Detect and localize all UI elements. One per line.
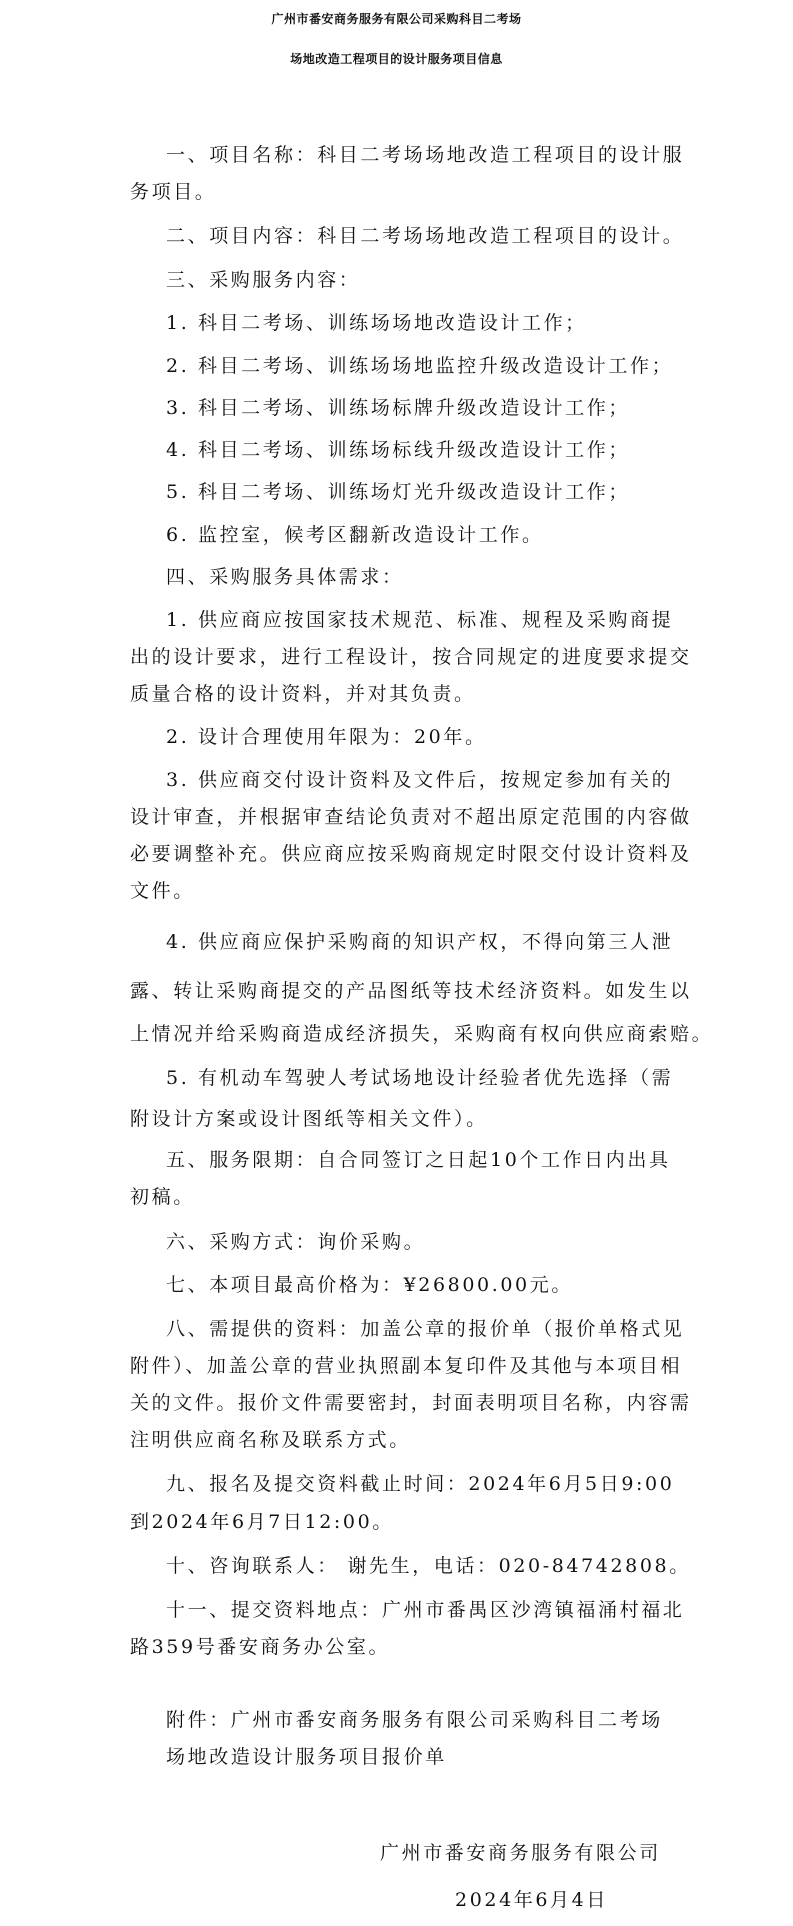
document-title-line-2: 场地改造工程项目的设计服务项目信息 bbox=[290, 52, 503, 66]
service-item-6: 6. 监控室，候考区翻新改造设计工作。 bbox=[166, 524, 544, 546]
section-11-line-2: 路359号番安商务办公室。 bbox=[130, 1636, 391, 1658]
section-1-item-name: 一、项目名称：科目二考场场地改造工程项目的设计服 bbox=[166, 144, 685, 166]
requirement-5-line-2: 附设计方案或设计图纸等相关文件）。 bbox=[130, 1108, 488, 1130]
section-5-line-2: 初稿。 bbox=[130, 1186, 195, 1208]
section-11-line-1: 十一、提交资料地点：广州市番禺区沙湾镇福涌村福北 bbox=[166, 1599, 685, 1621]
requirement-3-line-3: 必要调整补充。供应商应按采购商规定时限交付设计资料及 bbox=[130, 843, 692, 865]
requirement-1-line-2: 出的设计要求，进行工程设计，按合同规定的进度要求提交 bbox=[130, 646, 692, 668]
attachment-line-1: 附件：广州市番安商务服务有限公司采购科目二考场 bbox=[166, 1709, 663, 1731]
requirement-4-line-3: 上情况并给采购商造成经济损失，采购商有权向供应商索赔。 bbox=[130, 1023, 714, 1045]
requirement-3-line-1: 3. 供应商交付设计资料及文件后，按规定参加有关的 bbox=[166, 769, 674, 791]
requirement-2: 2. 设计合理使用年限为：20年。 bbox=[166, 726, 487, 748]
section-9-line-2: 到2024年6月7日12:00。 bbox=[130, 1511, 394, 1533]
requirement-4-line-2: 露、转让采购商提交的产品图纸等技术经济资料。如发生以 bbox=[130, 980, 692, 1002]
service-item-4: 4. 科目二考场、训练场标线升级改造设计工作； bbox=[166, 439, 630, 461]
attachment-line-2: 场地改造设计服务项目报价单 bbox=[166, 1746, 447, 1768]
signature-date: 2024年6月4日 bbox=[455, 1889, 608, 1911]
section-8-line-2: 附件）、加盖公章的营业执照副本复印件及其他与本项目相 bbox=[130, 1355, 683, 1377]
requirement-1-line-1: 1. 供应商应按国家技术规范、标准、规程及采购商提 bbox=[166, 609, 674, 631]
section-8-line-3: 关的文件。报价文件需要密封，封面表明项目名称，内容需 bbox=[130, 1392, 692, 1414]
section-3-heading: 三、采购服务内容： bbox=[166, 269, 361, 291]
section-6: 六、采购方式：询价采购。 bbox=[166, 1231, 426, 1253]
requirement-3-line-2: 设计审查，并根据审查结论负责对不超出原定范围的内容做 bbox=[130, 806, 692, 828]
document-title-line-1: 广州市番安商务服务有限公司采购科目二考场 bbox=[271, 12, 522, 26]
section-4-heading: 四、采购服务具体需求： bbox=[166, 566, 404, 588]
section-2-item-content: 二、项目内容：科目二考场场地改造工程项目的设计。 bbox=[166, 225, 685, 247]
section-10-contact: 十、咨询联系人： 谢先生，电话：020-84742808。 bbox=[166, 1555, 691, 1577]
section-1-item-name-cont: 务项目。 bbox=[130, 181, 217, 203]
requirement-3-line-4: 文件。 bbox=[130, 880, 195, 902]
section-8-line-4: 注明供应商名称及联系方式。 bbox=[130, 1429, 411, 1451]
section-5-line-1: 五、服务限期：自合同签订之日起10个工作日内出具 bbox=[166, 1149, 671, 1171]
requirement-4-line-1: 4. 供应商应保护采购商的知识产权，不得向第三人泄 bbox=[166, 931, 674, 953]
section-7-max-price: 七、本项目最高价格为：¥26800.00元。 bbox=[166, 1274, 573, 1296]
signature-company: 广州市番安商务服务有限公司 bbox=[380, 1842, 661, 1864]
service-item-3: 3. 科目二考场、训练场标牌升级改造设计工作； bbox=[166, 397, 630, 419]
section-9-line-1: 九、报名及提交资料截止时间：2024年6月5日9:00 bbox=[166, 1473, 675, 1495]
service-item-2: 2. 科目二考场、训练场场地监控升级改造设计工作； bbox=[166, 355, 674, 377]
requirement-5-line-1: 5. 有机动车驾驶人考试场地设计经验者优先选择（需 bbox=[166, 1067, 674, 1089]
requirement-1-line-3: 质量合格的设计资料，并对其负责。 bbox=[130, 683, 476, 705]
service-item-5: 5. 科目二考场、训练场灯光升级改造设计工作； bbox=[166, 481, 630, 503]
service-item-1: 1. 科目二考场、训练场场地改造设计工作； bbox=[166, 312, 587, 334]
section-8-line-1: 八、需提供的资料：加盖公章的报价单（报价单格式见 bbox=[166, 1318, 685, 1340]
